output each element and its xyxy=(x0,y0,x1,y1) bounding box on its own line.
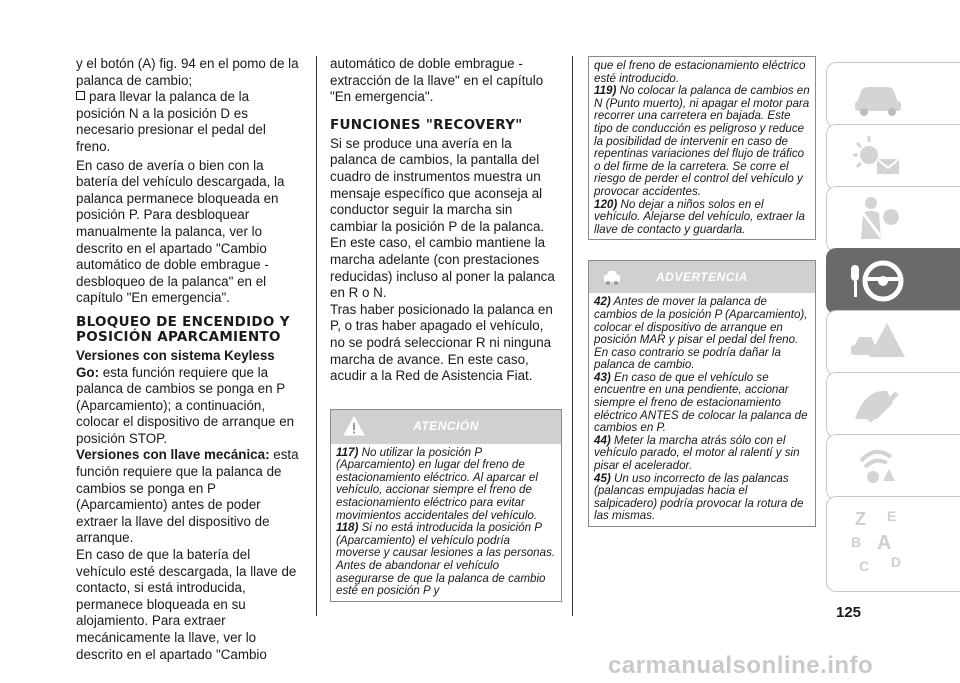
column-3 xyxy=(588,56,816,527)
index-letter: D xyxy=(891,554,902,570)
warning-title: ADVERTENCIA xyxy=(656,270,748,285)
attention-body xyxy=(331,444,561,601)
sun-mail-icon xyxy=(847,131,907,183)
car-icon xyxy=(847,69,907,121)
note-118: 118) Si no está introducida la posición P (Aparcamiento) el vehículo podría moverse y causar lesiones a las personas. Antes de abandonar el vehículo asegurarse de que la palanca de cambio esté en posición P y xyxy=(336,521,556,598)
note-119: 119) No colocar la palanca de cambios en N (Punto muerto), ni apagar el motor para recorrer una carretera en bajada. Este tipo de conducción es peligroso y reduce la posibilidad de intervenir en caso de repentinas variaciones del flujo de tráfico o del firme de la carretera. Se corre el riesgo de perder el control del vehículo y provocar accidentes. xyxy=(594,84,810,198)
index-letter: E xyxy=(887,508,897,524)
paragraph: En caso de avería o bien con la batería del vehículo descargada, la palanca permanece bloqueada en posición P. Para desbloquear manualmente la palanca, ver lo descrito en el apartado "Cambio automático de doble embrague - desbloqueo de la palanca" en el capítulo "En emergencia". xyxy=(76,157,285,306)
attention-body-continued xyxy=(589,57,815,239)
column-separator xyxy=(572,56,573,616)
key-steering-wheel-icon xyxy=(847,255,907,307)
index-letter: B xyxy=(851,534,862,550)
page-number: 125 xyxy=(836,604,862,621)
warning-car-icon xyxy=(847,317,907,369)
paragraph xyxy=(76,447,300,547)
note-120: 120) No dejar a niños solos en el vehículo. Alejarse del vehículo, extraer la llave de contacto y guardarla. xyxy=(594,197,805,236)
index-letter: Z xyxy=(855,509,866,529)
tab-safety[interactable] xyxy=(826,186,960,252)
paragraph: automático de doble embrague - extracción de la llave" en el capítulo "En emergencia". xyxy=(330,56,544,105)
paragraph: y el botón (A) fig. 94 en el pomo de la palanca de cambio; xyxy=(76,56,299,88)
index-letter: C xyxy=(859,558,870,574)
tab-lights[interactable] xyxy=(826,124,960,190)
warning-banner xyxy=(589,261,815,293)
tab-emergency[interactable] xyxy=(826,372,960,438)
watermark: carmanualsonline.info xyxy=(608,652,874,679)
paragraph: En caso de que la batería del vehículo esté descargada, la llave de contacto, si está introducida, permanece bloqueada en su alojamiento. Para extraer mecánicamente la llave, ver lo descrito en el apartado "Cambio xyxy=(76,547,297,662)
note-43: 43) En caso de que el vehículo se encuentre en una pendiente, accionar siempre el freno de estacionamiento eléctrico ANTES de colocar la palanca de cambios en P. xyxy=(594,370,808,435)
bullet-text: para llevar la palanca de la posición N a la posición D es necesario presionar el pedal del freno. xyxy=(76,89,266,154)
attention-box xyxy=(330,409,562,602)
column-1 xyxy=(76,56,300,663)
tab-warnings[interactable] xyxy=(826,310,960,376)
note-42: 42) Antes de mover la palanca de cambios de la posición P (Aparcamiento), colocar el dispositivo de arranque en posición MAR y pisar el pedal del freno. En caso contrario se podría dañar la palanca de cambio. xyxy=(594,295,808,372)
paragraph xyxy=(76,348,300,448)
section-heading: BLOQUEO DE ENCENDIDO Y POSICIÓN APARCAMIENTO xyxy=(76,313,290,345)
note-117: 117) No utilizar la posición P (Aparcamiento) en lugar del freno de estacionamiento eléctrico. Al aparcar el vehículo, accionar siempre el freno de estacionamiento eléctrico para evitar movimientos accidentales del vehículo. xyxy=(336,445,538,522)
column-2 xyxy=(330,56,562,602)
index-letters-icon xyxy=(847,503,907,583)
service-wrench-icon xyxy=(847,379,907,431)
bullet-square-icon xyxy=(76,91,85,100)
paragraph: Si se produce una avería en la palanca de cambios, la pantalla del cuadro de instrumentos muestra un mensaje específico que aconseja al conductor seguir la marcha sin cambiar la posición P de la palanca. xyxy=(330,135,545,234)
subheading: Versiones con sistema Keyless Go: xyxy=(76,347,275,380)
attention-box-continued xyxy=(588,56,816,240)
note-44: 44) Meter la marcha atrás sólo con el vehículo parado, el motor al ralentí y sin pisar el acelerador. xyxy=(594,433,800,473)
paragraph: En este caso, el cambio mantiene la marcha adelante (con prestaciones reducidas) incluso al poner la palanca en R o N. xyxy=(330,235,555,301)
tab-maintenance[interactable] xyxy=(826,434,960,500)
index-letter: A xyxy=(877,532,892,554)
tab-index[interactable] xyxy=(826,496,960,592)
note-118-continued: que el freno de estacionamiento eléctrico esté introducido. xyxy=(594,59,806,85)
seatbelt-airbag-icon xyxy=(847,193,907,245)
note-45: 45) Un uso incorrecto de las palancas (palancas empujadas hacia el salpicadero) podría provocar la rotura de las mismas. xyxy=(594,471,804,523)
column-separator xyxy=(316,56,317,616)
paragraph-text: esta función requiere que la palanca de cambios se ponga en P (Aparcamiento); a continuación, colocar el dispositivo de arranque en posición STOP. xyxy=(76,364,295,446)
attention-banner xyxy=(331,410,561,444)
warning-body xyxy=(589,293,815,526)
section-heading: FUNCIONES "RECOVERY" xyxy=(330,116,523,133)
paragraph-text: esta función requiere que la palanca de cambios se ponga en P (Aparcamiento) antes de poder extraer la llave del dispositivo de arranque. xyxy=(76,447,299,546)
tab-car[interactable] xyxy=(826,62,960,128)
warning-box xyxy=(588,260,816,527)
bullet-item xyxy=(76,89,300,155)
subheading: Versiones con llave mecánica: xyxy=(76,447,270,463)
paragraph: Tras haber posicionado la palanca en P, o tras haber apagado el vehículo, no se podrá seleccionar R ni ninguna marcha de avance. En este caso, acudir a la Red de Asistencia Fiat. xyxy=(330,301,553,384)
media-location-icon xyxy=(847,441,907,493)
tab-starting-driving[interactable] xyxy=(826,248,960,314)
attention-title: ATENCIÓN xyxy=(413,418,479,433)
